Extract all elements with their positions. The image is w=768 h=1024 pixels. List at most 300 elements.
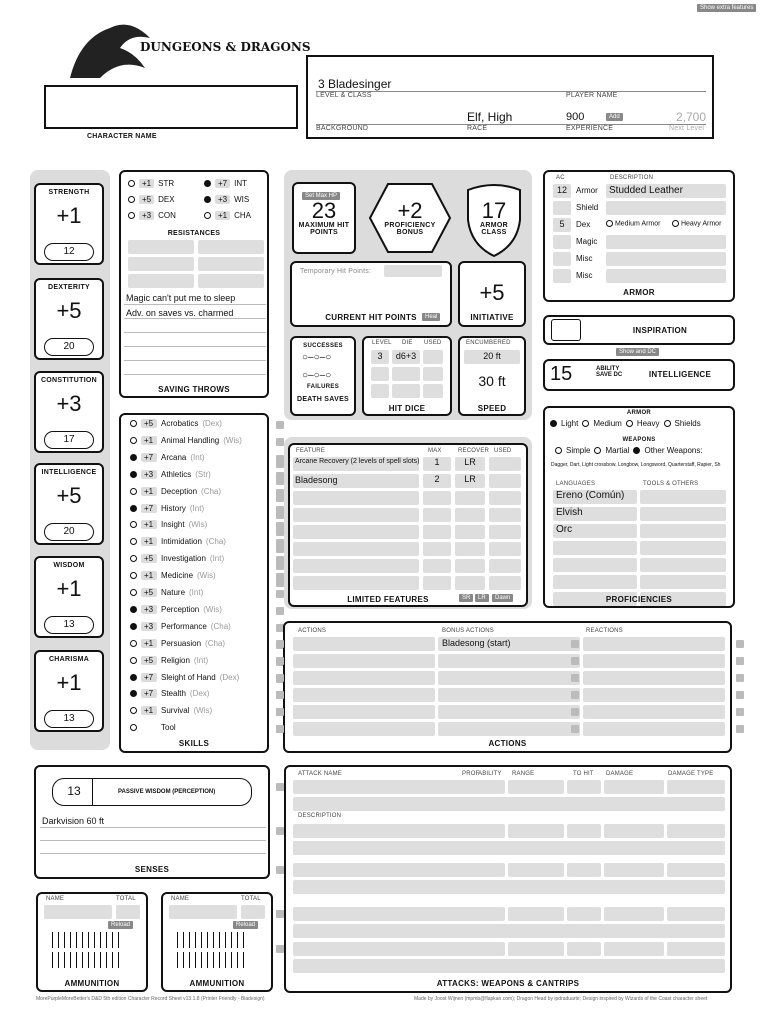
lf-expand-button[interactable] [276, 562, 284, 570]
arrow-icon[interactable] [58, 952, 59, 968]
arrow-icon[interactable] [213, 952, 214, 968]
arrow-icon[interactable] [219, 952, 220, 968]
attack-name-field[interactable] [293, 824, 505, 838]
skill-row[interactable]: +1 Animal Handling (Wis) [130, 436, 242, 445]
heavy-armor-radio[interactable]: Heavy Armor [672, 220, 721, 227]
proficiency-dot[interactable] [130, 471, 137, 478]
proficiency-dot[interactable] [128, 196, 135, 203]
temp-hp-label: Temporary Hit Points: [300, 268, 372, 275]
lf-expand-button[interactable] [276, 494, 284, 502]
tool-field[interactable] [640, 575, 726, 589]
bonus-action-field[interactable] [438, 688, 580, 702]
arrow-icon[interactable] [88, 952, 89, 968]
show-and-dc-button[interactable]: Show and DC [616, 348, 659, 356]
arrow-icon[interactable] [237, 952, 238, 968]
attack-description-field[interactable] [293, 924, 725, 938]
lf-recover[interactable]: LR [455, 474, 485, 488]
reaction-expand-button[interactable] [736, 691, 744, 699]
arrow-icon[interactable] [177, 952, 178, 968]
attack-type-field[interactable] [667, 863, 725, 877]
proficiency-dot[interactable] [130, 454, 137, 461]
ability-modifier[interactable]: +1 [56, 203, 82, 228]
prof-armor-row[interactable]: Light Medium Heavy Shields [550, 419, 701, 428]
skill-expand-button[interactable] [276, 590, 284, 598]
attack-type-field[interactable] [667, 780, 725, 794]
reaction-field[interactable] [583, 722, 725, 736]
lf-sr-button[interactable]: SR [459, 594, 473, 602]
reaction-expand-button[interactable] [736, 640, 744, 648]
action-expand-button[interactable] [276, 725, 284, 733]
lf-lr-button[interactable]: LR [475, 594, 489, 602]
arrow-icon[interactable] [207, 932, 208, 948]
senses-title: SENSES [134, 865, 170, 874]
proficiency-dot[interactable] [204, 196, 211, 203]
lf-used[interactable] [489, 576, 521, 590]
lf-recover[interactable] [455, 525, 485, 539]
attack-expand-button[interactable] [276, 866, 284, 874]
lf-feature[interactable]: Bladesong [293, 474, 419, 488]
tool-field[interactable] [640, 558, 726, 572]
tool-field[interactable] [640, 541, 726, 555]
ability-modifier[interactable]: +1 [56, 576, 82, 601]
bonus-expand-button[interactable] [571, 708, 579, 716]
armor-desc-field[interactable] [606, 201, 726, 215]
arrow-icon[interactable] [189, 952, 190, 968]
arrow-icon[interactable] [225, 952, 226, 968]
saving-throw-row[interactable]: +3 WIS [204, 195, 249, 204]
lf-feature[interactable] [293, 525, 419, 539]
armor-class-value[interactable]: 17 [481, 198, 507, 223]
arrow-icon[interactable] [64, 952, 65, 968]
proficiency-dot[interactable] [130, 555, 137, 562]
arrow-icon[interactable] [70, 952, 71, 968]
proficiency-dot[interactable] [130, 657, 137, 664]
action-expand-button[interactable] [276, 691, 284, 699]
arrow-icon[interactable] [52, 932, 53, 948]
skill-expand-button[interactable] [276, 438, 284, 446]
ability-modifier[interactable]: +1 [56, 670, 82, 695]
skill-row[interactable]: +5 Acrobatics (Dex) [130, 419, 222, 428]
proficiency-dot[interactable] [130, 521, 137, 528]
proficiency-dot[interactable] [130, 674, 137, 681]
armor-desc-field[interactable] [606, 235, 726, 249]
armor-ac-field[interactable] [553, 201, 571, 215]
arrow-icon[interactable] [94, 932, 95, 948]
attack-name-field[interactable] [293, 907, 505, 921]
temp-hp-field[interactable] [384, 265, 442, 277]
arrow-icon[interactable] [189, 932, 190, 948]
armor-ac-field[interactable] [553, 269, 571, 283]
proficiency-dot[interactable] [130, 640, 137, 647]
saving-throw-row[interactable]: +1 CHA [204, 211, 251, 220]
speed-value[interactable]: 30 ft [478, 373, 506, 389]
lf-expand-button[interactable] [276, 528, 284, 536]
reaction-field[interactable] [583, 654, 725, 668]
bonus-action-field[interactable] [438, 654, 580, 668]
proficiency-dot[interactable] [130, 606, 137, 613]
skill-row[interactable]: +3 Perception (Wis) [130, 605, 222, 614]
bonus-expand-button[interactable] [571, 674, 579, 682]
lf-expand-button[interactable] [276, 511, 284, 519]
reaction-field[interactable] [583, 637, 725, 651]
initiative-label: INITIATIVE [470, 313, 514, 322]
skill-row[interactable]: +3 Athletics (Str) [130, 470, 211, 479]
arrow-icon[interactable] [118, 932, 119, 948]
arrow-icon[interactable] [70, 932, 71, 948]
lf-recover[interactable] [455, 542, 485, 556]
lf-feature[interactable] [293, 559, 419, 573]
action-field[interactable] [293, 705, 435, 719]
skill-row[interactable]: +1 Persuasion (Cha) [130, 639, 225, 648]
tool-field[interactable] [640, 507, 726, 521]
attack-range-field[interactable] [508, 942, 564, 956]
arrow-icon[interactable] [225, 932, 226, 948]
proficiency-dot[interactable] [130, 589, 137, 596]
attack-damage-field[interactable] [604, 863, 664, 877]
attack-expand-button[interactable] [276, 827, 284, 835]
arrow-icon[interactable] [195, 932, 196, 948]
ability-modifier[interactable]: +5 [56, 298, 82, 323]
attack-name-field[interactable] [293, 780, 505, 794]
skill-row[interactable]: Tool [130, 723, 180, 732]
failure-checkboxes[interactable]: ○–○–○ [302, 370, 332, 381]
proficiency-dot[interactable] [130, 488, 137, 495]
lf-used[interactable] [489, 525, 521, 539]
arrow-icon[interactable] [58, 932, 59, 948]
arrow-icon[interactable] [195, 952, 196, 968]
arrow-icon[interactable] [231, 952, 232, 968]
ammunition-title: AMMUNITION [64, 979, 120, 988]
action-expand-button[interactable] [276, 708, 284, 716]
arrow-icon[interactable] [201, 932, 202, 948]
language-field[interactable] [553, 558, 637, 572]
arrow-icon[interactable] [64, 932, 65, 948]
arrow-icon[interactable] [243, 952, 244, 968]
attack-expand-button[interactable] [276, 945, 284, 953]
arrow-icon[interactable] [112, 932, 113, 948]
lf-used[interactable] [489, 474, 521, 488]
race-value[interactable]: Elf, High [467, 110, 513, 124]
ability-label: WISDOM [53, 562, 85, 569]
lf-recover[interactable] [455, 508, 485, 522]
ability-score[interactable]: 13 [44, 616, 94, 634]
arrow-icon[interactable] [94, 952, 95, 968]
arrow-icon[interactable] [52, 952, 53, 968]
lf-feature[interactable] [293, 491, 419, 505]
reaction-expand-button[interactable] [736, 657, 744, 665]
saving-throw-row[interactable]: +7 INT [204, 179, 247, 188]
proficiency-dot[interactable] [204, 212, 211, 219]
language-field[interactable] [553, 541, 637, 555]
initiative-value[interactable]: +5 [479, 280, 505, 305]
action-expand-button[interactable] [276, 640, 284, 648]
arrow-icon[interactable] [100, 952, 101, 968]
lf-expand-button[interactable] [276, 460, 284, 468]
ammo-name-field[interactable] [169, 905, 237, 919]
language-field[interactable]: Elvish [553, 507, 637, 521]
lf-used[interactable] [489, 542, 521, 556]
xp-add-button[interactable]: Add [606, 113, 623, 121]
armor-ac-field[interactable] [553, 252, 571, 266]
armor-desc-field[interactable] [606, 269, 726, 283]
ammo-total-field[interactable] [116, 905, 140, 919]
attack-description-header: DESCRIPTION [298, 813, 342, 819]
action-field[interactable] [293, 671, 435, 685]
attack-description-field[interactable] [293, 959, 725, 973]
lf-used[interactable] [489, 508, 521, 522]
saving-throws-title: SAVING THROWS [158, 385, 230, 394]
skill-row[interactable]: +5 Religion (Int) [130, 656, 208, 665]
attack-name-field[interactable] [293, 863, 505, 877]
proficiency-dot[interactable] [130, 623, 137, 630]
skill-row[interactable]: +1 Deception (Cha) [130, 487, 221, 496]
ability-score[interactable]: 17 [44, 431, 94, 449]
lf-expand-button[interactable] [276, 477, 284, 485]
action-expand-button[interactable] [276, 657, 284, 665]
attack-damage-field[interactable] [604, 780, 664, 794]
max-hp-value[interactable]: 23 [311, 198, 337, 223]
save-note[interactable]: Adv. on saves vs. charmed [126, 308, 234, 318]
skill-row[interactable]: +1 Intimidation (Cha) [130, 537, 226, 546]
lf-feature[interactable]: Arcane Recovery (2 levels of spell slots) [293, 457, 419, 471]
skill-row[interactable]: +7 Stealth (Dex) [130, 689, 209, 698]
saving-throw-row[interactable]: +3 CON [128, 211, 176, 220]
bonus-expand-button[interactable] [571, 657, 579, 665]
lf-max[interactable] [423, 508, 451, 522]
lf-used[interactable] [489, 559, 521, 573]
prof-weapons-row[interactable]: Simple Martial Other Weapons: [555, 446, 703, 455]
ability-score[interactable]: 20 [44, 523, 94, 541]
skill-row[interactable]: +5 Nature (Int) [130, 588, 203, 597]
arrow-icon[interactable] [82, 952, 83, 968]
reload-button[interactable]: Reload [108, 921, 133, 929]
limited-features-title: LIMITED FEATURES [347, 595, 429, 604]
show-extra-features-button[interactable]: Show extra features [697, 4, 756, 12]
proficiency-dot[interactable] [130, 707, 137, 714]
lf-max[interactable] [423, 542, 451, 556]
proficiency-value[interactable]: +2 [397, 198, 423, 223]
proficiency-dot[interactable] [130, 437, 137, 444]
reaction-field[interactable] [583, 688, 725, 702]
arrow-icon[interactable] [183, 932, 184, 948]
action-field[interactable] [293, 688, 435, 702]
inspiration-checkbox[interactable] [551, 319, 581, 341]
xp-value[interactable]: 900 [566, 111, 585, 123]
lf-recover[interactable] [455, 576, 485, 590]
lf-used[interactable] [489, 491, 521, 505]
success-checkboxes[interactable]: ○–○–○ [302, 352, 332, 363]
tool-field[interactable] [640, 524, 726, 538]
skill-row[interactable]: +7 History (Int) [130, 504, 204, 513]
skill-row[interactable]: +1 Insight (Wis) [130, 520, 207, 529]
attack-to-hit-field[interactable] [567, 863, 601, 877]
arrow-icon[interactable] [106, 932, 107, 948]
ability-score[interactable]: 20 [44, 338, 94, 356]
bonus-expand-button[interactable] [571, 725, 579, 733]
race-label: RACE [467, 125, 488, 132]
skill-row[interactable]: +1 Survival (Wis) [130, 706, 212, 715]
attack-range-field[interactable] [508, 863, 564, 877]
attack-description-field[interactable] [293, 880, 725, 894]
reaction-expand-button[interactable] [736, 674, 744, 682]
attack-to-hit-field[interactable] [567, 942, 601, 956]
saving-throw-row[interactable]: +5 DEX [128, 195, 175, 204]
reaction-expand-button[interactable] [736, 725, 744, 733]
ability-modifier[interactable]: +3 [56, 391, 82, 416]
senses-note[interactable]: Darkvision 60 ft [42, 816, 105, 826]
arrow-icon[interactable] [82, 932, 83, 948]
hit-dice-level-label: LEVEL [372, 340, 392, 346]
bonus-action-field[interactable] [438, 671, 580, 685]
proficiency-dot[interactable] [130, 690, 137, 697]
lf-dawn-button[interactable]: Dawn [492, 594, 513, 602]
attack-description-field[interactable] [293, 841, 725, 855]
attack-to-hit-field[interactable] [567, 780, 601, 794]
hit-dice-used[interactable] [423, 350, 443, 364]
bonus-expand-button[interactable] [571, 640, 579, 648]
attack-type-field[interactable] [667, 942, 725, 956]
xp-label: EXPERIENCE [566, 125, 614, 132]
lf-feature-header: FEATURE [296, 448, 325, 454]
ability-modifier[interactable]: +5 [56, 483, 82, 508]
lf-recover[interactable]: LR [455, 457, 485, 471]
armor-desc-field[interactable]: Studded Leather [606, 184, 726, 198]
lf-feature[interactable] [293, 576, 419, 590]
lf-max[interactable]: 2 [423, 474, 451, 488]
medium-armor-radio[interactable]: Medium Armor [606, 220, 660, 227]
save-note[interactable]: Magic can't put me to sleep [126, 293, 236, 303]
arrow-icon[interactable] [177, 932, 178, 948]
ability-score[interactable]: 12 [44, 243, 94, 261]
arrow-icon[interactable] [112, 952, 113, 968]
reload-button[interactable]: Reload [233, 921, 258, 929]
passive-perception-value[interactable]: 13 [67, 784, 81, 798]
attack-name-field[interactable] [293, 942, 505, 956]
action-field[interactable] [293, 637, 435, 651]
bonus-action-field[interactable] [438, 722, 580, 736]
skill-row[interactable]: +3 Performance (Cha) [130, 622, 231, 631]
ammo-total-field[interactable] [241, 905, 265, 919]
armor-ac-field[interactable]: 5 [553, 218, 571, 232]
proficiency-dot[interactable] [130, 572, 137, 579]
language-field[interactable]: Ereno (Común) [553, 490, 637, 504]
lf-max[interactable] [423, 576, 451, 590]
lf-max[interactable] [423, 559, 451, 573]
arrow-icon[interactable] [183, 952, 184, 968]
proficiency-dot[interactable] [130, 505, 137, 512]
arrow-icon[interactable] [243, 932, 244, 948]
lf-recover[interactable] [455, 491, 485, 505]
bonus-action-entry[interactable]: Bladesong (start) [442, 638, 511, 648]
attack-header: TO HIT [573, 771, 594, 777]
save-dc-ability[interactable]: INTELLIGENCE [648, 370, 712, 379]
lf-max[interactable] [423, 491, 451, 505]
reaction-field[interactable] [583, 705, 725, 719]
language-field[interactable] [553, 575, 637, 589]
armor-ac-field[interactable]: 12 [553, 184, 571, 198]
arrow-icon[interactable] [231, 932, 232, 948]
skill-row[interactable]: +7 Arcana (Int) [130, 453, 205, 462]
save-dc-value[interactable]: 15 [550, 363, 573, 385]
skill-row[interactable]: +5 Investigation (Int) [130, 554, 224, 563]
saving-throw-row[interactable]: +1 STR [128, 179, 174, 188]
lf-used[interactable] [489, 457, 521, 471]
attack-expand-button[interactable] [276, 783, 284, 791]
ammo-name-label: NAME [46, 896, 65, 902]
ammo-name-field[interactable] [44, 905, 112, 919]
arrow-icon[interactable] [88, 932, 89, 948]
reaction-expand-button[interactable] [736, 708, 744, 716]
proficiency-dot[interactable] [128, 212, 135, 219]
attack-description-field[interactable] [293, 797, 725, 811]
hit-dice-title: HIT DICE [388, 404, 426, 413]
hit-dice-level[interactable]: 3 [371, 350, 389, 364]
attack-range-field[interactable] [508, 780, 564, 794]
hit-dice-die[interactable]: d6+3 [392, 350, 420, 364]
proficiency-dot[interactable] [130, 724, 137, 731]
weapon-list[interactable]: Dagger, Dart, Light crossbow, Longbow, Longsword, Quarterstaff, Rapier, Sh [551, 462, 721, 468]
arrow-icon[interactable] [76, 932, 77, 948]
action-field[interactable] [293, 654, 435, 668]
heal-button[interactable]: Heal [422, 313, 440, 321]
arrow-icon[interactable] [201, 952, 202, 968]
bonus-expand-button[interactable] [571, 691, 579, 699]
ability-score[interactable]: 13 [44, 710, 94, 728]
proficiency-dot[interactable] [128, 180, 135, 187]
lf-expand-button[interactable] [276, 579, 284, 587]
proficiency-dot[interactable] [204, 180, 211, 187]
arrow-icon[interactable] [100, 932, 101, 948]
skill-expand-button[interactable] [276, 607, 284, 615]
armor-ac-field[interactable] [553, 235, 571, 249]
character-name-field[interactable] [44, 85, 298, 129]
arrow-icon[interactable] [207, 952, 208, 968]
proficiency-dot[interactable] [130, 420, 137, 427]
arrow-icon[interactable] [118, 952, 119, 968]
arrow-icon[interactable] [76, 952, 77, 968]
ability-label: CHARISMA [48, 656, 90, 663]
lf-recover[interactable] [455, 559, 485, 573]
action-field[interactable] [293, 722, 435, 736]
encumbered-speed[interactable]: 20 ft [464, 350, 520, 364]
lf-expand-button[interactable] [276, 545, 284, 553]
bonus-action-field[interactable] [438, 705, 580, 719]
language-field[interactable]: Orc [553, 524, 637, 538]
skills-title: SKILLS [178, 739, 210, 748]
skill-row[interactable]: +1 Medicine (Wis) [130, 571, 216, 580]
level-class-label: LEVEL & CLASS [316, 92, 372, 99]
attack-damage-field[interactable] [604, 942, 664, 956]
lf-feature[interactable] [293, 542, 419, 556]
action-expand-button[interactable] [276, 674, 284, 682]
lf-feature[interactable] [293, 508, 419, 522]
lf-max[interactable] [423, 525, 451, 539]
level-class-value[interactable]: 3 Bladesinger [318, 77, 392, 91]
attack-expand-button[interactable] [276, 910, 284, 918]
arrow-icon[interactable] [213, 932, 214, 948]
armor-desc-field[interactable] [606, 252, 726, 266]
skill-expand-button[interactable] [276, 421, 284, 429]
set-max-hp-button[interactable]: Set Max HP [302, 192, 340, 200]
proficiency-dot[interactable] [130, 538, 137, 545]
skill-row[interactable]: +7 Sleight of Hand (Dex) [130, 673, 239, 682]
arrow-icon[interactable] [237, 932, 238, 948]
tool-field[interactable] [640, 490, 726, 504]
lf-max[interactable]: 1 [423, 457, 451, 471]
arrow-icon[interactable] [106, 952, 107, 968]
arrow-icon[interactable] [219, 932, 220, 948]
reaction-field[interactable] [583, 671, 725, 685]
